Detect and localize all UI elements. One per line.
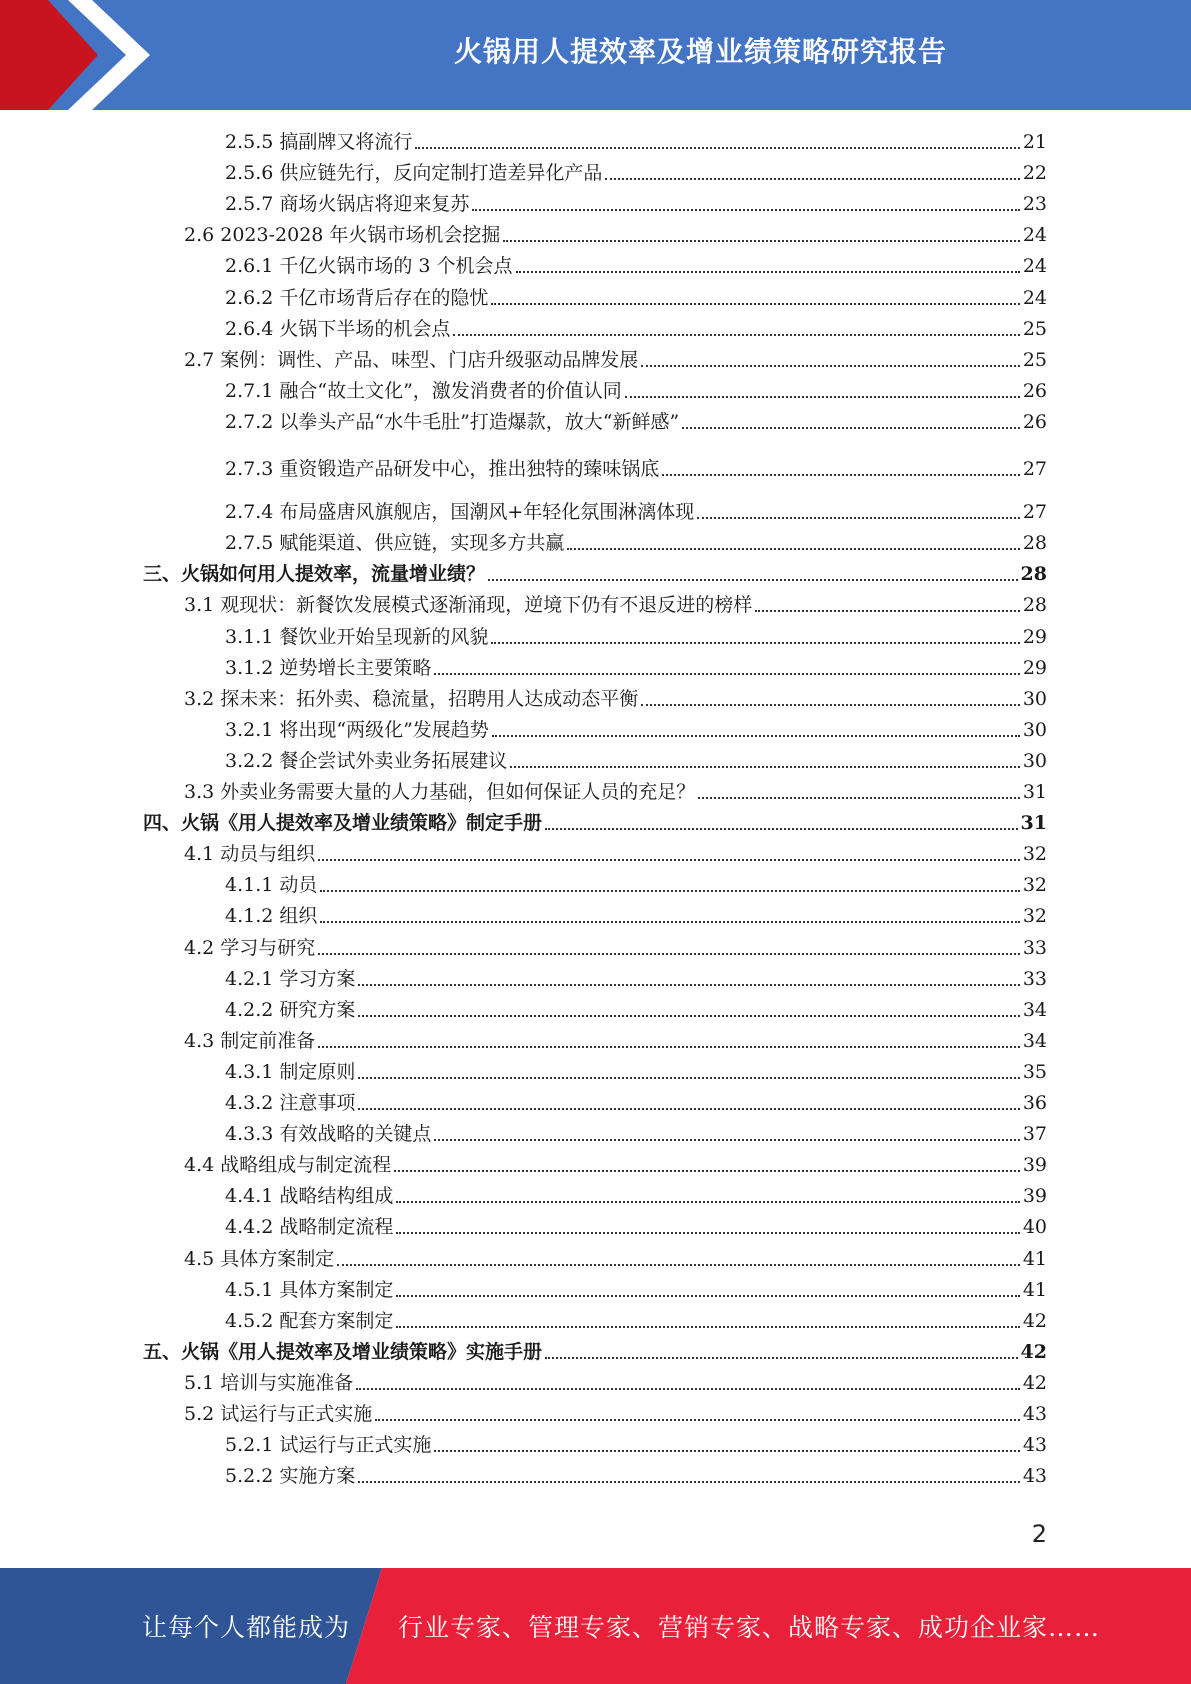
toc-entry[interactable] [184,1369,1047,1395]
toc-entry[interactable] [225,623,1047,649]
toc-entry-page: 23 [1022,193,1047,215]
toc-entry[interactable] [225,1276,1047,1302]
toc-dot-leader [358,1077,1019,1079]
toc-dot-leader [641,704,1020,706]
toc-dot-leader [358,1015,1019,1017]
toc-entry[interactable] [184,934,1047,960]
toc-entry[interactable] [184,1400,1047,1426]
toc-entry-page: 25 [1022,349,1047,371]
toc-entry-label: 5.2.2 实施方案 [225,1465,356,1487]
toc-dot-leader [358,1108,1019,1110]
toc-entry[interactable] [225,159,1047,185]
toc-entry-label: 4.3.1 制定原则 [225,1061,356,1083]
toc-entry-page: 26 [1022,411,1047,433]
toc-entry-label: 4.4.1 战略结构组成 [225,1185,394,1207]
toc-entry-label: 4.1 动员与组织 [184,843,316,865]
toc-entry-label: 2.6.2 千亿市场背后存在的隐忧 [225,287,489,309]
toc-entry[interactable] [184,346,1047,372]
toc-dot-leader [375,1419,1020,1421]
toc-entry-label: 5.2.1 试运行与正式实施 [225,1434,432,1456]
toc-entry-label: 3.1.2 逆势增长主要策略 [225,657,432,679]
toc-entry-label: 4.1.1 动员 [225,874,318,896]
toc-dot-leader [488,579,1018,581]
toc-entry-label: 4.2.2 研究方案 [225,999,356,1021]
toc-dot-leader [641,365,1020,367]
toc-entry-page: 32 [1022,843,1047,865]
toc-entry[interactable] [184,1245,1047,1271]
toc-entry-page: 33 [1022,968,1047,990]
toc-entry-page: 43 [1022,1434,1047,1456]
toc-entry[interactable] [225,1307,1047,1333]
toc-entry[interactable] [184,685,1047,711]
toc-dot-leader [491,642,1019,644]
toc-entry-page: 24 [1022,255,1047,277]
toc-entry-page: 35 [1022,1061,1047,1083]
toc-entry-page: 28 [1022,594,1047,616]
toc-entry-label: 三、火锅如何用人提效率，流量增业绩？ [143,563,486,585]
toc-entry[interactable] [225,902,1047,928]
toc-entry-page: 28 [1020,563,1047,585]
toc-entry-label: 2.7.4 布局盛唐风旗舰店，国潮风+年轻化氛围淋漓体现 [225,501,695,523]
toc-dot-leader [320,921,1019,923]
toc-entry-label: 4.4 战略组成与制定流程 [184,1154,392,1176]
footer-slogan-left: 让每个人都能成为 [142,1613,351,1642]
toc-entry-page: 27 [1022,458,1047,480]
toc-dot-leader [358,984,1019,986]
toc-entry-label: 2.5.7 商场火锅店将迎来复苏 [225,193,470,215]
toc-entry-page: 34 [1022,999,1047,1021]
toc-entry[interactable] [184,1027,1047,1053]
toc-entry[interactable] [143,1338,1047,1364]
toc-entry[interactable] [225,455,1047,481]
toc-dot-leader [545,1357,1018,1359]
toc-entry[interactable] [225,654,1047,680]
toc-entry-label: 4.2 学习与研究 [184,937,316,959]
toc-entry-page: 32 [1022,874,1047,896]
toc-entry-page: 42 [1022,1310,1047,1332]
page-number: 2 [1031,1520,1047,1548]
toc-dot-leader [434,1139,1019,1141]
toc-entry-label: 4.3 制定前准备 [184,1030,316,1052]
toc-entry[interactable] [225,1182,1047,1208]
toc-dot-leader [491,303,1019,305]
header-arrow-decoration [0,0,160,110]
toc-entry-label: 2.6 2023-2028 年火锅市场机会挖掘 [184,224,501,246]
toc-entry-page: 21 [1022,131,1047,153]
toc-entry-label: 5.2 试运行与正式实施 [184,1403,373,1425]
toc-entry[interactable] [225,284,1047,310]
toc-entry[interactable] [225,498,1047,524]
toc-entry-page: 22 [1022,162,1047,184]
toc-entry-page: 32 [1022,905,1047,927]
toc-entry[interactable] [184,1151,1047,1177]
toc-entry-page: 30 [1022,688,1047,710]
toc-entry[interactable] [184,221,1047,247]
toc-dot-leader [682,427,1020,429]
toc-dot-leader [415,147,1019,149]
toc-entry-label: 2.7.5 赋能渠道、供应链，实现多方共赢 [225,532,565,554]
toc-entry[interactable] [225,408,1047,434]
toc-entry-label: 3.1 观现状：新餐饮发展模式逐渐涌现，逆境下仍有不退反进的榜样 [184,594,753,616]
report-title: 火锅用人提效率及增业绩策略研究报告 [453,35,947,68]
toc-entry-label: 2.6.4 火锅下半场的机会点 [225,318,451,340]
footer-slogan-right: 行业专家、管理专家、营销专家、战略专家、成功企业家…… [398,1613,1101,1642]
toc-entry[interactable] [225,1058,1047,1084]
toc-entry[interactable] [225,996,1047,1022]
toc-entry-label: 2.5.6 供应链先行，反向定制打造差异化产品 [225,162,603,184]
toc-entry-label: 4.5 具体方案制定 [184,1248,335,1270]
toc-entry[interactable] [184,591,1047,617]
toc-dot-leader [318,1046,1020,1048]
toc-dot-leader [318,859,1020,861]
toc-dot-leader [698,797,1020,799]
toc-entry-page: 24 [1022,224,1047,246]
toc-dot-leader [358,1481,1019,1483]
toc-entry-page: 39 [1022,1185,1047,1207]
toc-dot-leader [396,1232,1019,1234]
toc-dot-leader [755,610,1020,612]
toc-entry-label: 2.7.3 重资锻造产品研发中心，推出独特的臻味锅底 [225,458,660,480]
toc-entry-label: 4.5.2 配套方案制定 [225,1310,394,1332]
toc-entry-page: 25 [1022,318,1047,340]
toc-entry-label: 3.1.1 餐饮业开始呈现新的风貌 [225,626,489,648]
toc-entry[interactable] [184,778,1047,804]
toc-dot-leader [503,240,1019,242]
toc-entry[interactable] [143,809,1047,835]
toc-entry-label: 四、火锅《用人提效率及增业绩策略》制定手册 [143,812,543,834]
toc-entry[interactable] [225,377,1047,403]
toc-dot-leader [434,1450,1019,1452]
toc-entry-label: 3.2.2 餐企尝试外卖业务拓展建议 [225,750,508,772]
page-header [0,0,1191,110]
toc-dot-leader [394,1170,1020,1172]
toc-dot-leader [453,334,1019,336]
toc-entry[interactable] [225,871,1047,897]
toc-entry-page: 28 [1022,532,1047,554]
toc-entry-label: 4.4.2 战略制定流程 [225,1216,394,1238]
toc-entry-label: 2.6.1 千亿火锅市场的 3 个机会点 [225,255,513,277]
toc-dot-leader [320,890,1019,892]
toc-dot-leader [396,1295,1019,1297]
toc-entry-page: 26 [1022,380,1047,402]
toc-entry-page: 42 [1022,1372,1047,1394]
toc-entry-label: 4.2.1 学习方案 [225,968,356,990]
toc-dot-leader [472,209,1019,211]
toc-entry[interactable] [225,1120,1047,1146]
toc-entry[interactable] [225,1431,1047,1457]
toc-entry[interactable] [184,840,1047,866]
toc-dot-leader [510,766,1019,768]
toc-dot-leader [318,953,1020,955]
toc-entry-label: 4.3.3 有效战略的关键点 [225,1123,432,1145]
toc-entry-page: 31 [1020,812,1047,834]
toc-dot-leader [337,1264,1020,1266]
page-footer [0,1568,1191,1684]
toc-entry-page: 29 [1022,626,1047,648]
toc-entry-label: 五、火锅《用人提效率及增业绩策略》实施手册 [143,1341,543,1363]
toc-entry[interactable] [225,529,1047,555]
toc-entry-page: 43 [1022,1465,1047,1487]
toc-entry[interactable] [225,747,1047,773]
toc-dot-leader [545,828,1018,830]
toc-dot-leader [356,1388,1020,1390]
toc-dot-leader [662,474,1019,476]
toc-entry-page: 31 [1022,781,1047,803]
toc-entry-page: 30 [1022,750,1047,772]
toc-dot-leader [396,1326,1019,1328]
toc-entry-page: 29 [1022,657,1047,679]
toc-entry[interactable] [225,252,1047,278]
toc-dot-leader [492,735,1020,737]
toc-dot-leader [625,396,1020,398]
toc-entry-label: 2.7.2 以拳头产品“水牛毛肚”打造爆款，放大“新鲜感” [225,411,680,433]
toc-entry-page: 39 [1022,1154,1047,1176]
toc-entry-label: 3.3 外卖业务需要大量的人力基础，但如何保证人员的充足？ [184,781,696,803]
toc-entry[interactable] [225,128,1047,154]
toc-entry-label: 2.7.1 融合“故土文化”，激发消费者的价值认同 [225,380,622,402]
toc-entry[interactable] [143,560,1047,586]
toc-entry[interactable] [225,1213,1047,1239]
toc-dot-leader [567,548,1019,550]
toc-entry-page: 36 [1022,1092,1047,1114]
toc-entry-label: 2.5.5 搞副牌又将流行 [225,131,413,153]
toc-entry-label: 2.7 案例：调性、产品、味型、门店升级驱动品牌发展 [184,349,639,371]
toc-entry[interactable] [225,1462,1047,1488]
toc-entry-label: 3.2.1 将出现“两级化”发展趋势 [225,719,489,741]
toc-entry-page: 41 [1022,1248,1047,1270]
toc-entry-page: 24 [1022,287,1047,309]
toc-entry-page: 30 [1022,719,1047,741]
toc-entry-label: 4.3.2 注意事项 [225,1092,356,1114]
toc-entry-page: 37 [1022,1123,1047,1145]
toc-entry[interactable] [225,190,1047,216]
toc-entry-page: 33 [1022,937,1047,959]
toc-entry-label: 4.5.1 具体方案制定 [225,1279,394,1301]
toc-entry[interactable] [225,1089,1047,1115]
toc-entry-label: 3.2 探未来：拓外卖、稳流量，招聘用人达成动态平衡 [184,688,639,710]
toc-entry[interactable] [225,965,1047,991]
toc-entry[interactable] [225,716,1047,742]
toc-dot-leader [434,673,1019,675]
toc-entry-page: 43 [1022,1403,1047,1425]
toc-entry-page: 27 [1022,501,1047,523]
toc-entry-label: 5.1 培训与实施准备 [184,1372,354,1394]
toc-dot-leader [516,271,1020,273]
toc-dot-leader [697,517,1020,519]
toc-entry-label: 4.1.2 组织 [225,905,318,927]
toc-dot-leader [605,178,1019,180]
toc-entry[interactable] [225,315,1047,341]
toc-entry-page: 42 [1020,1341,1047,1363]
toc-dot-leader [396,1201,1019,1203]
toc-entry-page: 41 [1022,1279,1047,1301]
toc-entry-page: 34 [1022,1030,1047,1052]
toc-entry-page: 40 [1022,1216,1047,1238]
